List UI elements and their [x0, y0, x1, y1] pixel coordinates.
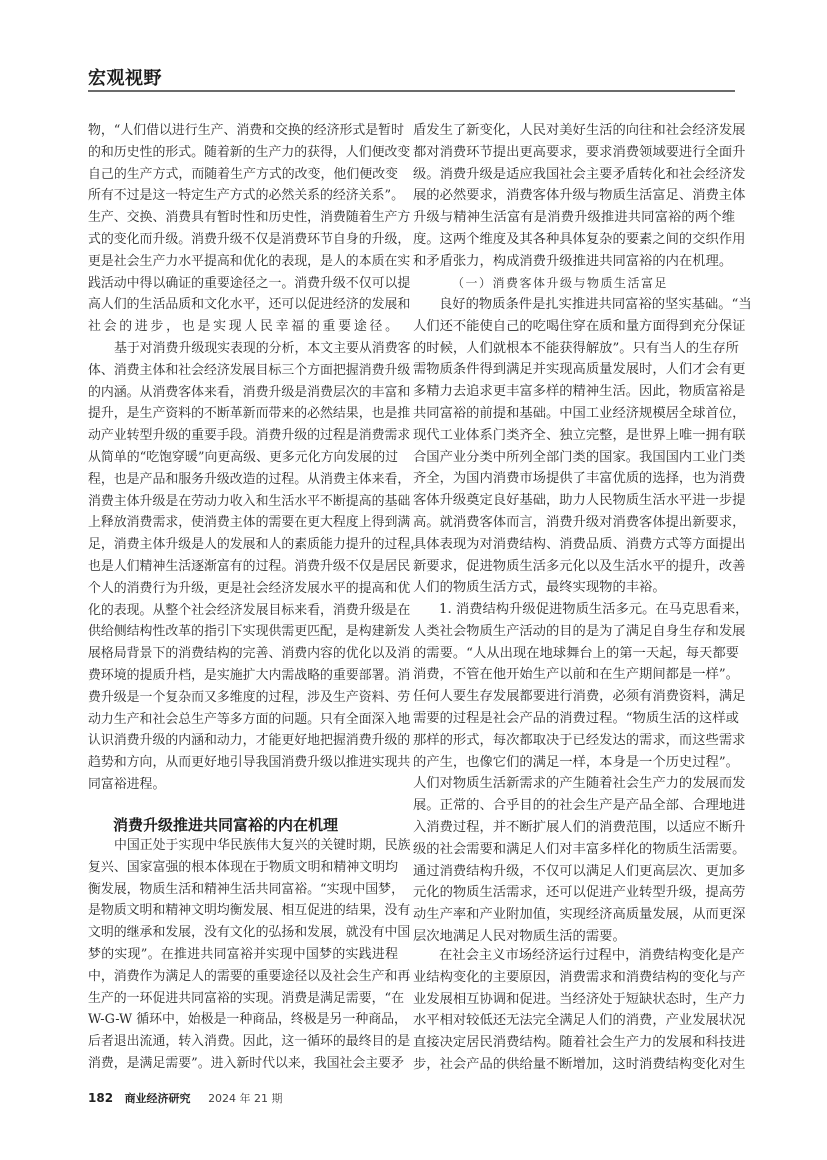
- text-line: 业发展相互协调和促进。当经济处于短缺状态时，生产力: [413, 991, 746, 1007]
- text-line: 共同富裕的前提和基础。中国工业经济规模居全球首位，: [413, 405, 746, 421]
- text-line: 费升级是一个复杂而又多维度的过程，涉及生产资料、劳: [88, 689, 411, 705]
- text-line: 践活动中得以确证的重要途径之一。消费升级不仅可以提: [88, 275, 411, 291]
- text-line: 步，社会产品的供给量不断增加，这时消费结构变化对生: [413, 1056, 746, 1072]
- text-line: 生产的一环促进共同富裕的实现。消费是满足需要，“在: [88, 990, 404, 1006]
- text-line: 业结构变化的主要原因，消费需求和消费结构的变化与产: [413, 969, 746, 985]
- paragraph: [413, 120, 746, 273]
- text-line: 齐全，为国内消费市场提供了丰富优质的选择，也为消费: [413, 471, 746, 487]
- text-line: 合国产业分类中所列全部门类的国家。我国国内工业门类: [413, 449, 746, 465]
- text-line: 生产、交换、消费具有暂时性和历史性，消费随着生产方: [88, 210, 411, 226]
- paragraph: [88, 120, 411, 338]
- text-line: 从简单的“吃饱穿暖”向更高级、更多元化方向发展的过: [88, 449, 398, 465]
- text-line: 消费主体升级是在劳动力收入和生活水平不断提高的基础: [88, 493, 411, 509]
- paragraph: [88, 835, 411, 1075]
- page-number: 182: [88, 1091, 114, 1105]
- paragraph: [413, 599, 749, 948]
- text-line: 是物质文明和精神文明均衡发展、相互促进的结果，没有: [88, 903, 411, 919]
- text-line: 的和历史性的形式。随着新的生产力的获得，人们便改变: [88, 144, 411, 160]
- text-line: 都对消费环节提出更高要求，要求消费领域要进行全面升: [413, 144, 746, 160]
- section-heading: 消费升级推进共同富裕的内在机理: [113, 816, 339, 834]
- section-title: 宏观视野: [88, 68, 162, 89]
- text-line: 费环境的提质升档，是实施扩大内需战略的重要部署。消: [88, 667, 411, 683]
- text-line: 通过消费结构升级，不仅可以满足人们更高层次、更加多: [413, 863, 746, 879]
- text-line: 那样的形式，每次都取决于已经发达的需求，而这些需求: [413, 732, 746, 748]
- text-line: 新要求，促进物质生活多元化以及生活水平的提升，改善: [413, 558, 746, 574]
- text-line: 级。消费升级是适应我国社会主要矛盾转化和社会经济发: [413, 166, 746, 182]
- text-line: 的需要。“人从出现在地球舞台上的第一天起，每天都要: [413, 645, 739, 661]
- text-line: 所有不过是这一特定生产方式的必然关系的经济关系”。: [88, 188, 404, 204]
- text-line: 具体表现为对消费结构、消费品质、消费方式等方面提出: [413, 536, 746, 552]
- text-line: 化的表现。从整个社会经济发展目标来看，消费升级是在: [88, 602, 411, 618]
- text-line: 任何人要生存发展都要进行消费，必须有消费资料，满足: [413, 689, 746, 705]
- text-line: 程，也是产品和服务升级改造的过程。从消费主体来看，: [88, 471, 411, 487]
- text-line: 足，消费主体升级是人的发展和人的素质能力提升的过程，: [88, 537, 424, 553]
- text-line: 复兴、国家富强的根本体现在于物质文明和精神文明均: [88, 859, 398, 875]
- subsection-heading: （一）消费客体升级与物质生活富足: [452, 276, 669, 290]
- text-line: 的时候，人们就根本不能获得解放”。只有当人的生存所: [413, 340, 739, 356]
- text-line: 同富裕进程。: [88, 776, 166, 792]
- text-line: 展。正常的、合乎目的的社会生产是产品全部、合理地进: [413, 798, 746, 814]
- text-line: 需物质条件得到满足并实现高质量发展时，人们才会有更: [413, 362, 746, 378]
- text-line: 元化的物质生活需求，还可以促进产业转型升级，提高劳: [413, 885, 746, 901]
- text-line: 基于对消费升级现实表现的分析，本文主要从消费客: [114, 341, 411, 356]
- text-line: 客体升级奠定良好基础，助力人民物质生活水平进一步提: [413, 493, 746, 509]
- text-line: 和矛盾张力，构成消费升级推进共同富裕的内在机理。: [413, 253, 733, 269]
- text-line: 趋势和方向，从而更好地引导我国消费升级以推进实现共: [88, 755, 411, 771]
- text-line: 中国正处于实现中华民族伟大复兴的关键时期，民族: [114, 838, 411, 853]
- text-line: 盾发生了新变化，人民对美好生活的向往和社会经济发展: [413, 123, 746, 138]
- paragraph: [88, 338, 424, 796]
- text-line: 良好的物质条件是扎实推进共同富裕的坚实基础。“当: [439, 297, 752, 312]
- text-line: 人类社会物质生产活动的目的是为了满足自身生存和发展: [413, 623, 746, 639]
- text-line: 高。就消费客体而言，消费升级对消费客体提出新要求，: [413, 514, 746, 530]
- text-line: 人们的物质生活方式，最终实现物的丰裕。: [413, 580, 666, 596]
- text-line: 入消费过程，并不断扩展人们的消费范围，以适应不断升: [413, 819, 746, 835]
- text-line: 体、消费主体和社会经济发展目标三个方面把握消费升级: [88, 362, 411, 378]
- text-line: 个人的消费行为升级，更是社会经济发展水平的提高和优: [88, 580, 411, 596]
- text-line: 动产业转型升级的重要手段。消费升级的过程是消费需求: [88, 428, 411, 444]
- text-line: W-G-W 循环中，始极是一种商品，终极是另一种商品，: [88, 1012, 407, 1028]
- text-line: 在社会主义市场经济运行过程中，消费结构变化是产: [439, 948, 745, 963]
- text-line: 物，“人们借以进行生产、消费和交换的经济形式是暂时: [88, 123, 404, 138]
- text-line: 人们对物质生活新需求的产生随着社会生产力的发展而发: [413, 776, 746, 792]
- text-line: 级的社会需要和满足人们对丰富多样化的物质生活需要。: [413, 841, 746, 857]
- text-line: 自己的生产方式，而随着生产方式的改变，他们便改变: [88, 166, 398, 182]
- text-line: 认识消费升级的内涵和动力，才能更好地把握消费升级的: [88, 733, 411, 749]
- text-line: 水平相对较低还无法完全满足人们的消费，产业发展状况: [413, 1013, 746, 1029]
- text-line: 供给侧结构性改革的指引下实现供需更匹配，是构建新发: [88, 624, 411, 640]
- text-line: 动力生产和社会总生产等多方面的问题。只有全面深入地: [88, 711, 411, 727]
- text-line: 多精力去追求更丰富多样的精神生活。因此，物质富裕是: [413, 384, 746, 400]
- text-line: 消费，不管在他开始生产以前和在生产期间都是一样”。: [413, 667, 739, 683]
- text-line: 消费，是满足需要”。进入新时代以来，我国社会主要矛: [88, 1055, 404, 1071]
- text-line: 动生产率和产业附加值，实现经济高质量发展，从而更深: [413, 907, 746, 923]
- journal-name: 商业经济研究: [124, 1092, 191, 1105]
- text-line: 社会的进步，也是实现人民幸福的重要途径。: [88, 319, 398, 335]
- text-line: 升级与精神生活富有是消费升级推进共同富裕的两个维: [413, 210, 735, 226]
- paragraph: [413, 294, 752, 599]
- text-line: 后者退出流通，转入消费。因此，这一循环的最终目的是: [88, 1034, 411, 1050]
- text-line: 也是人们精神生活逐渐富有的过程。消费升级不仅是居民: [88, 558, 411, 574]
- text-line: 高人们的生活品质和文化水平，还可以促进经济的发展和: [88, 297, 411, 313]
- text-line: 人们还不能使自己的吃喝住穿在质和量方面得到充分保证: [413, 318, 746, 334]
- text-line: 中，消费作为满足人的需要的重要途径以及社会生产和再: [88, 968, 411, 984]
- text-line: 的产生，也像它们的满足一样，本身是一个历史过程”。: [413, 754, 739, 770]
- text-line: 更是社会生产力水平提高和优化的表现，是人的本质在实: [88, 253, 411, 269]
- text-line: 提升，是生产资料的不断革新而带来的必然结果，也是推: [88, 406, 411, 422]
- text-line: 1. 消费结构升级促进物质生活多元。在马克思看来，: [439, 602, 749, 617]
- text-line: 式的变化而升级。消费升级不仅是消费环节自身的升级，: [88, 231, 411, 247]
- text-line: 层次地满足人民对物质生活的需要。: [413, 928, 626, 944]
- text-line: 展的必然要求，消费客体升级与物质生活富足、消费主体: [413, 188, 746, 204]
- page-footer: [88, 1090, 283, 1106]
- text-line: 直接决定居民消费结构。随着社会生产力的发展和科技进: [413, 1035, 746, 1051]
- text-line: 上释放消费需求，使消费主体的需要在更大程度上得到满: [88, 515, 411, 531]
- text-line: 衡发展，物质生活和精神生活共同富裕。“实现中国梦，: [88, 881, 404, 897]
- text-line: 梦的实现”。在推进共同富裕并实现中国梦的实践进程: [88, 946, 398, 962]
- paragraph: [413, 945, 746, 1076]
- text-line: 现代工业体系门类齐全、独立完整，是世界上唯一拥有联: [413, 427, 746, 443]
- text-line: 度。这两个维度及其各种具体复杂的要素之间的交织作用: [413, 231, 746, 247]
- issue-label: 2024 年 21 期: [208, 1092, 283, 1105]
- text-line: 的内涵。从消费客体来看，消费升级是消费层次的丰富和: [88, 384, 411, 400]
- text-line: 展格局背景下的消费结构的完善、消费内容的优化以及消: [88, 646, 411, 662]
- header-rule: [88, 90, 735, 92]
- text-line: 需要的过程是社会产品的消费过程。“物质生活的这样或: [413, 710, 739, 726]
- text-line: 文明的继承和发展，没有文化的弘扬和发展，就没有中国: [88, 925, 411, 941]
